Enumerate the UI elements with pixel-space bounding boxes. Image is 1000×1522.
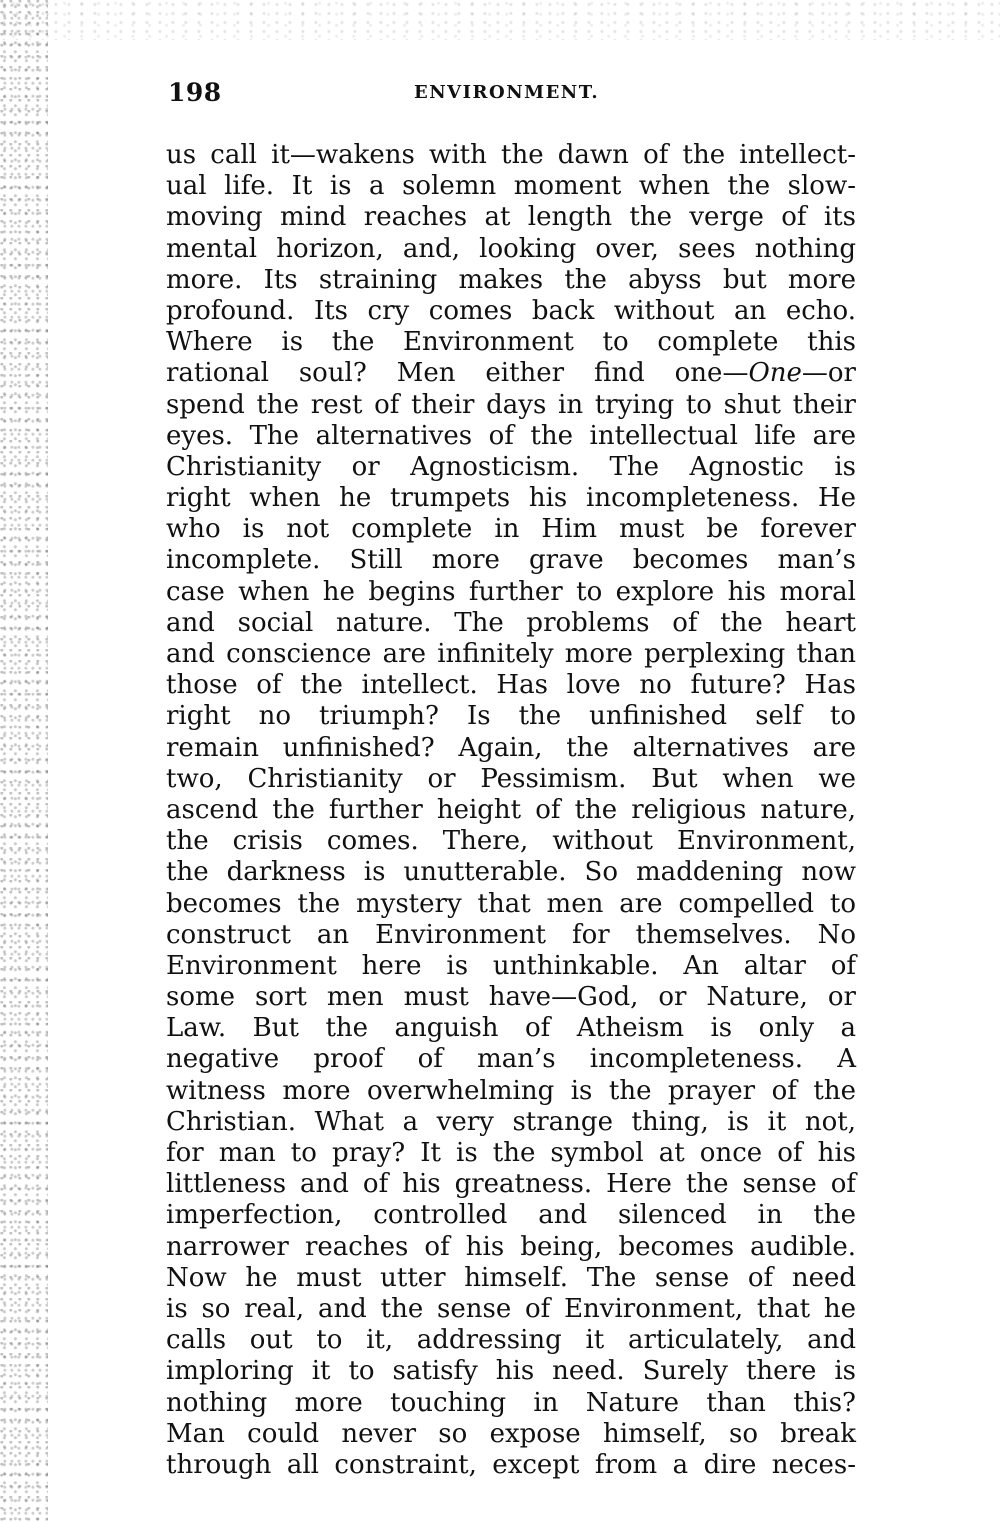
- text-line: Christian. What a very strange thing, is it not,: [166, 1106, 856, 1137]
- text-line: some sort men must have—God, or Nature, or: [166, 982, 856, 1013]
- text-line: the darkness is unutterable. So maddening now: [166, 857, 856, 888]
- text-line: two, Christianity or Pessimism. But when we: [166, 763, 856, 794]
- text-line: narrower reaches of his being, becomes audible.: [166, 1231, 856, 1262]
- text-line: more. Its straining makes the abyss but more: [166, 264, 856, 295]
- text-line: calls out to it, addressing it articulately, and: [166, 1325, 856, 1356]
- text-line: Law. But the anguish of Atheism is only a: [166, 1013, 856, 1044]
- text-line: witness more overwhelming is the prayer of the: [166, 1075, 856, 1106]
- italic-word: One: [748, 358, 802, 389]
- text-line: negative proof of man’s incompleteness. A: [166, 1044, 856, 1075]
- text-line: imploring it to satisfy his need. Surely there is: [166, 1356, 856, 1387]
- text-line: the crisis comes. There, without Environment,: [166, 826, 856, 857]
- text-line: profound. Its cry comes back without an echo.: [166, 295, 856, 326]
- text-line: right no triumph? Is the unfinished self to: [166, 701, 856, 732]
- text-line: who is not complete in Him must be forever: [166, 514, 856, 545]
- text-line: ascend the further height of the religious nature,: [166, 794, 856, 825]
- text-line: remain unfinished? Again, the alternatives are: [166, 732, 856, 763]
- text-line: us call it—wakens with the dawn of the intellect-: [166, 140, 856, 170]
- text-line: littleness and of his greatness. Here the sense of: [166, 1169, 856, 1200]
- text-line: eyes. The alternatives of the intellectual life are: [166, 420, 856, 451]
- text-line: incomplete. Still more grave becomes man’s: [166, 545, 856, 576]
- text-line: spend the rest of their days in trying to shut their: [166, 389, 856, 420]
- running-title: ENVIRONMENT.: [414, 82, 600, 103]
- scan-top-speckle: [0, 0, 1000, 40]
- text-line: and social nature. The problems of the heart: [166, 607, 856, 638]
- text-line: Where is the Environment to complete this: [166, 327, 856, 358]
- text-line: moving mind reaches at length the verge of its: [166, 202, 856, 233]
- scan-edge-speckle: [0, 0, 48, 1522]
- text-segment: rational soul? Men either find one—: [166, 358, 749, 389]
- text-line: right when he trumpets his incompleteness. He: [166, 483, 856, 514]
- body-text: [166, 140, 856, 1481]
- text-line: Christianity or Agnosticism. The Agnostic is: [166, 451, 856, 482]
- running-head: [168, 78, 858, 108]
- text-line: those of the intellect. Has love no future? Has: [166, 670, 856, 701]
- text-line: construct an Environment for themselves. No: [166, 919, 856, 950]
- page-number: 198: [168, 78, 222, 107]
- text-line: and conscience are infinitely more perplexing than: [166, 639, 856, 669]
- text-line: for man to pray? It is the symbol at once of his: [166, 1138, 856, 1168]
- text-line: case when he begins further to explore his moral: [166, 576, 856, 607]
- text-line: imperfection, controlled and silenced in the: [166, 1200, 856, 1231]
- text-line: Environment here is unthinkable. An altar of: [166, 950, 856, 981]
- text-segment: —or: [801, 358, 856, 389]
- text-line: Man could never so expose himself, so break: [166, 1418, 856, 1449]
- text-line: nothing more touching in Nature than this?: [166, 1387, 856, 1418]
- text-line: is so real, and the sense of Environment, that he: [166, 1293, 856, 1324]
- text-line: ual life. It is a solemn moment when the slow-: [166, 171, 856, 202]
- text-line: becomes the mystery that men are compelled to: [166, 888, 856, 919]
- text-line-with-italic: [166, 358, 856, 389]
- text-line: through all constraint, except from a dire neces-: [166, 1449, 856, 1480]
- text-line: Now he must utter himself. The sense of need: [166, 1262, 856, 1293]
- text-line: mental horizon, and, looking over, sees nothing: [166, 233, 856, 264]
